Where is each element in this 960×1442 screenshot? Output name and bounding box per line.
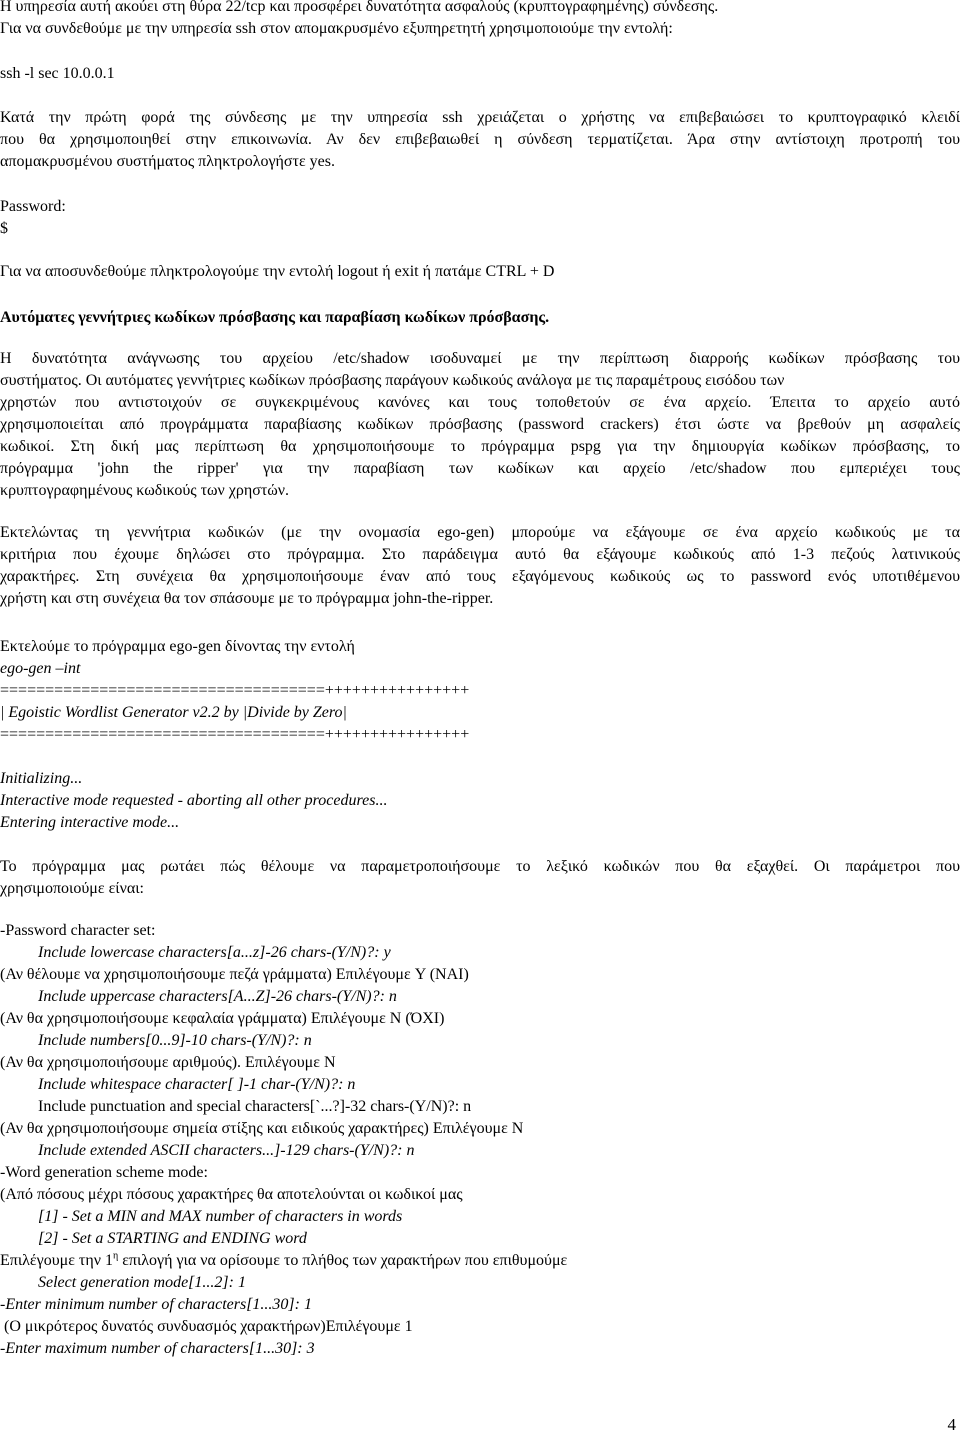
key-confirm-line-3: απομακρυσμένου συστήματος πληκτρολογήστε yes. — [0, 153, 335, 170]
banner-title: | Egoistic Wordlist Generator v2.2 by |Divide by Zero| — [0, 704, 347, 721]
mode-heading: -Word generation scheme mode: — [0, 1164, 208, 1181]
prompt-min-chars: -Enter minimum number of characters[1...30]: 1 — [0, 1296, 312, 1313]
key-confirm-paragraph — [0, 107, 960, 173]
answer-uppercase: (Αν θα χρησιμοποιήσουμε κεφαλαία γράμματα) Επιλέγουμε N (ΌΧΙ) — [0, 1010, 445, 1027]
banner-rule: ====================================++++++++++++++++ — [0, 726, 470, 743]
login-prompt — [0, 196, 960, 240]
paragraph-line: Η δυνατότητα ανάγνωσης του αρχείου /etc/shadow ισοδυναμεί με την περίπτωση διαρροής κωδίκων πρόσβασης του — [0, 350, 960, 367]
paragraph-line: Εκτελώντας τη γεννήτρια κωδικών (με την ονομασία ego-gen) μπορούμε να εξάγουμε σε ένα αρχείο κωδικούς με τα — [0, 524, 960, 541]
prompt-extended-ascii: Include extended ASCII characters...]-129 chars-(Y/N)?: n — [38, 1142, 415, 1159]
password-prompt: Password: — [0, 198, 66, 215]
init-output — [0, 768, 960, 834]
paragraph-line: Το πρόγραμμα μας ρωτάει πώς θέλουμε να παραμετροποιήσουμε το λεξικό κωδικών που θα εξαχθεί. Οι παράμετροι που — [0, 858, 960, 875]
prompt-uppercase: Include uppercase characters[A...Z]-26 chars-(Y/N)?: n — [38, 988, 397, 1005]
paragraph-line: χρηστών που αντιστοιχούν σε συγκεκριμένους κανόνες και τους τοποθετούν σε ένα αρχείο. Έπειτα το αρχείο αυτό — [0, 394, 960, 411]
paragraph-line: χρήστη και στη συνέχεια θα τον σπάσουμε με το πρόγραμμα john-the-ripper. — [0, 590, 494, 607]
prompt-whitespace: Include whitespace character[ ]-1 char-(Y/N)?: n — [38, 1076, 356, 1093]
intro-line-1: Η υπηρεσία αυτή ακούει στη θύρα 22/tcp και προσφέρει δυνατότητα ασφαλούς (κρυπτογραφημένης) σύνδεσης. — [0, 0, 719, 15]
banner-rule: ====================================++++++++++++++++ — [0, 682, 470, 699]
logout-text: Για να αποσυνδεθούμε πληκτρολογούμε την εντολή logout ή exit ή πατάμε CTRL + D — [0, 263, 555, 280]
paragraph-line: συστήματος. Οι αυτόματες γεννήτριες κωδίκων πρόσβασης παράγουν κωδικούς ανάλογα με τις παραμέτρους εισόδου των — [0, 372, 785, 389]
choose-ordinal: η — [112, 1250, 119, 1262]
mode-option-1: [1] - Set a MIN and MAX number of characters in words — [38, 1208, 403, 1225]
paragraph-line: κωδικοί. Στη δική μας περίπτωση θα χρησιμοποιήσουμε το πρόγραμμα pspg για την δημιουργία κωδίκων πρόσβασης, το — [0, 438, 960, 455]
key-confirm-line-1: Κατά την πρώτη φορά της σύνδεσης με την υπηρεσία ssh χρειάζεται ο χρήστης να επιβεβαιώσει το κρυπτογραφικό κλειδί — [0, 109, 960, 126]
paragraph-line: κριτήρια που έχουμε δηλώσει στο πρόγραμμα. Στο παράδειγμα αυτό θα εξάγουμε κωδικούς από 1-3 πεζούς λατινικούς — [0, 546, 960, 563]
section-heading-text: Αυτόματες γεννήτριες κωδίκων πρόσβασης και παραβίαση κωδίκων πρόσβασης. — [0, 309, 550, 326]
prompt-punctuation: Include punctuation and special characters[`...?]-32 chars-(Y/N)?: n — [38, 1098, 472, 1115]
answer-numbers: (Αν θα χρησιμοποιήσουμε αριθμούς). Επιλέγουμε N — [0, 1054, 336, 1071]
intro-line-2: Για να συνδεθούμε με την υπηρεσία ssh στον απομακρυσμένο εξυπηρετητή χρησιμοποιούμε την εντολή: — [0, 20, 673, 37]
paragraph-line: πρόγραμμα 'john the ripper' για την παραβίαση των κωδίκων και αρχείο /etc/shadow που εμπεριέχει τους — [0, 460, 960, 477]
choose-text: Επιλέγουμε την 1 — [0, 1252, 113, 1269]
answer-choose-option — [0, 1250, 960, 1272]
answer-mode-range: (Από πόσους μέχρι πόσους χαρακτήρες θα αποτελούνται οι κωδικοί μας — [0, 1186, 463, 1203]
page-number: 4 — [947, 1415, 956, 1434]
prompt-lowercase: Include lowercase characters[a...z]-26 chars-(Y/N)?: y — [38, 944, 391, 961]
paragraph-line: χρησιμοποιείται από προγράμματα παραβίασης κωδίκων πρόσβασης (password crackers) έτσι ώστε να βρεθούν μη ασφαλείς — [0, 416, 960, 433]
interactive-session — [0, 920, 960, 1360]
key-confirm-line-2: που θα χρησιμοποιηθεί στην επικοινωνία. Αν δεν επιβεβαιωθεί η σύνδεση τερματίζεται. Άρα στην αντίστοιχη προτροπή του — [0, 131, 960, 148]
paragraph-line: κρυπτογραφημένους κωδικούς των χρηστών. — [0, 482, 290, 499]
charset-heading: -Password character set: — [0, 922, 156, 939]
paragraph-line: χαρακτήρες. Στη συνέχεια θα χρησιμοποιήσουμε έναν από τους εξαγόμενους κωδικούς ως το password ενός υποτιθέμενου — [0, 568, 960, 585]
logout-instruction — [0, 261, 960, 283]
answer-punctuation: (Αν θα χρησιμοποιήσουμε σημεία στίξης και ειδικούς χαρακτήρες) Επιλέγουμε N — [0, 1120, 524, 1137]
intro-section — [0, 0, 960, 40]
shell-prompt: $ — [0, 220, 8, 237]
params-paragraph — [0, 856, 960, 900]
init-line: Initializing... — [0, 770, 83, 787]
choose-text-rest: επιλογή για να ορίσουμε το πλήθος των χαρακτήρων που επιθυμούμε — [118, 1252, 568, 1269]
answer-min-chars: (Ο μικρότερος δυνατός συνδυασμός χαρακτήρων)Επιλέγουμε 1 — [0, 1318, 413, 1335]
section-heading — [0, 307, 960, 329]
banner — [0, 680, 960, 746]
prompt-numbers: Include numbers[0...9]-10 chars-(Y/N)?: n — [38, 1032, 312, 1049]
paragraph-line: χρησιμοποιούμε είναι: — [0, 880, 144, 897]
prompt-generation-mode: Select generation mode[1...2]: 1 — [38, 1274, 246, 1291]
answer-lowercase: (Αν θέλουμε να χρησιμοποιήσουμε πεζά γράμματα) Επιλέγουμε Y (ΝΑΙ) — [0, 966, 469, 983]
ssh-command-text: ssh -l sec 10.0.0.1 — [0, 65, 115, 82]
init-line: Interactive mode requested - aborting all other procedures... — [0, 792, 388, 809]
run-text: Εκτελούμε το πρόγραμμα ego-gen δίνοντας την εντολή — [0, 638, 355, 655]
prompt-max-chars: -Enter maximum number of characters[1...30]: 3 — [0, 1340, 315, 1357]
shadow-paragraph — [0, 348, 960, 502]
egogen-paragraph — [0, 522, 960, 610]
init-line: Entering interactive mode... — [0, 814, 180, 831]
ssh-command — [0, 63, 960, 85]
mode-option-2: [2] - Set a STARTING and ENDING word — [38, 1230, 307, 1247]
run-cmd: ego-gen –int — [0, 660, 81, 677]
run-command — [0, 636, 960, 680]
